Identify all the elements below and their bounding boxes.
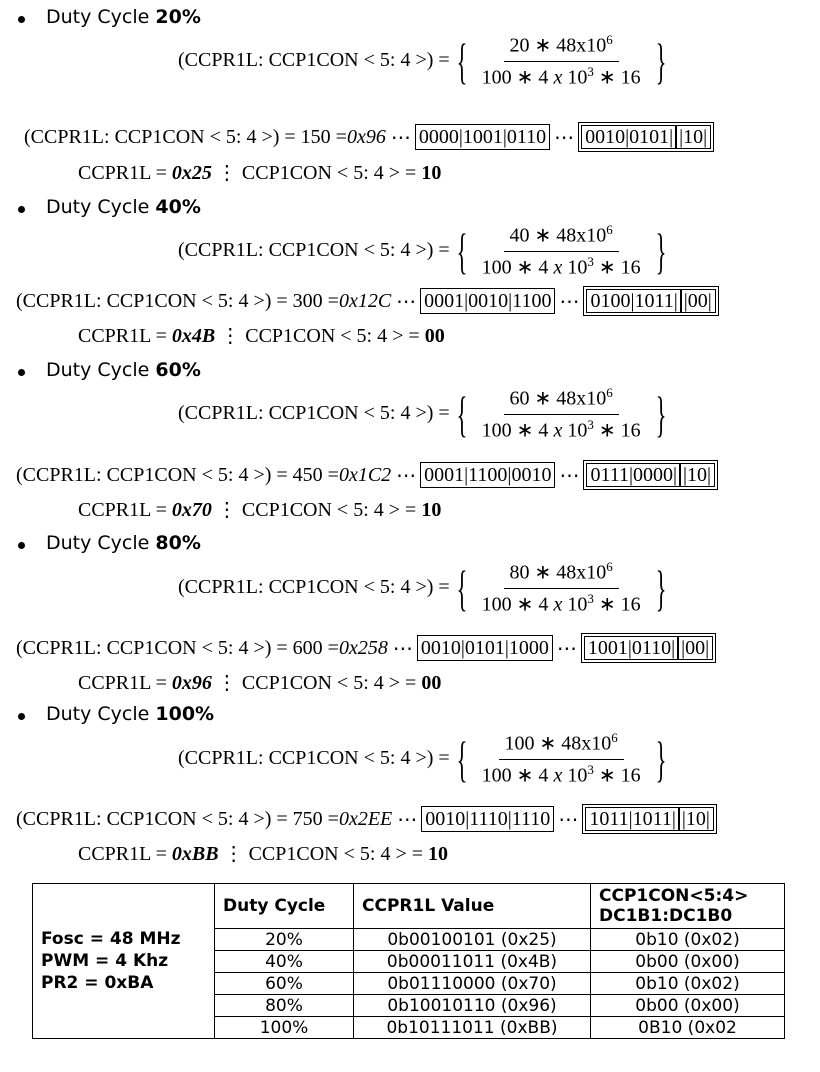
duty-formula: (CCPR1L: CCP1CON < 5: 4 >) = { $\frac{100 ∗ 48x10^6}{100 ∗ 4 x 10^3 ∗ 16}$ }	[178, 730, 666, 787]
bits-split-box: 0100|1011| |00|	[583, 286, 718, 316]
param-pwm: PWM = 4 Khz	[41, 951, 169, 971]
table-row: 80% 0b10010110 (0x96) 0b00 (0x00)	[33, 995, 785, 1017]
duty-formula: (CCPR1L: CCP1CON < 5: 4 >) = { $\frac{20 ∗ 48x10^6}{100 ∗ 4 x 10^3 ∗ 16}$ }	[178, 32, 666, 89]
bits12-box: 0001|1100|0010	[420, 462, 555, 488]
bits12-box: 0010|1110|1110	[421, 806, 554, 832]
bullet-icon	[18, 206, 25, 213]
header-ccp1con: CCP1CON<5:4> DC1B1:DC1B0	[591, 884, 785, 929]
calc-line: (CCPR1L: CCP1CON < 5: 4 >) = 450 = 0x1C2 ⋯ 0001|1100|0010 ⋯ 0111|0000| |10|	[16, 460, 718, 490]
pwm-params-cell	[33, 884, 215, 1039]
bullet-icon	[18, 369, 25, 376]
duty-heading: Duty Cycle 100%	[46, 703, 215, 725]
header-duty-cycle: Duty Cycle	[215, 884, 354, 929]
bits12-box: 0000|1001|0110	[415, 124, 550, 150]
bits-split-box: 1001|0110| |00|	[581, 633, 716, 663]
table-row: 60% 0b01110000 (0x70) 0b10 (0x02)	[33, 973, 785, 995]
duty-heading: Duty Cycle 20%	[46, 6, 201, 28]
duty-formula: (CCPR1L: CCP1CON < 5: 4 >) = { $\frac{80 ∗ 48x10^6}{100 ∗ 4 x 10^3 ∗ 16}$ }	[178, 559, 666, 616]
bits-split-box: 1011|1011| |10|	[582, 804, 717, 834]
result-line: CCPR1L = 0x4B ⋮ CCP1CON < 5: 4 > = 00	[78, 325, 445, 347]
duty-heading: Duty Cycle 60%	[46, 359, 201, 381]
bullet-icon	[18, 542, 25, 549]
table-row: 100% 0b10111011 (0xBB) 0B10 (0x02	[33, 1017, 785, 1039]
summary-table	[32, 883, 785, 1039]
result-line: CCPR1L = 0x25 ⋮ CCP1CON < 5: 4 > = 10	[78, 162, 442, 184]
table-row: 40% 0b00011011 (0x4B) 0b00 (0x00)	[33, 951, 785, 973]
table-row: 20% 0b00100101 (0x25) 0b10 (0x02)	[33, 929, 785, 951]
duty-heading: Duty Cycle 40%	[46, 196, 201, 218]
bullet-icon	[18, 713, 25, 720]
result-line: CCPR1L = 0x96 ⋮ CCP1CON < 5: 4 > = 00	[78, 672, 442, 694]
result-line: CCPR1L = 0xBB ⋮ CCP1CON < 5: 4 > = 10	[78, 843, 449, 865]
duty-heading: Duty Cycle 80%	[46, 532, 201, 554]
calc-line: (CCPR1L: CCP1CON < 5: 4 >) = 300 = 0x12C ⋯ 0001|0010|1100 ⋯ 0100|1011| |00|	[16, 286, 719, 316]
bullet-icon	[18, 16, 25, 23]
duty-formula: (CCPR1L: CCP1CON < 5: 4 >) = { $\frac{60 ∗ 48x10^6}{100 ∗ 4 x 10^3 ∗ 16}$ }	[178, 385, 666, 442]
calc-line: (CCPR1L: CCP1CON < 5: 4 >) = 600 = 0x258 ⋯ 0010|0101|1000 ⋯ 1001|0110| |00|	[16, 633, 716, 663]
param-fosc: Fosc = 48 MHz	[41, 929, 181, 949]
calc-line: (CCPR1L: CCP1CON < 5: 4 >) = 150 = 0x96 ⋯ 0000|1001|0110 ⋯ 0010|0101| |10|	[24, 122, 714, 152]
bits12-box: 0010|0101|1000	[417, 635, 553, 661]
duty-formula: (CCPR1L: CCP1CON < 5: 4 >) = { $\frac{40 ∗ 48x10^6}{100 ∗ 4 x 10^3 ∗ 16}$ }	[178, 222, 666, 279]
bits-split-box: 0111|0000| |10|	[583, 460, 718, 490]
result-line: CCPR1L = 0x70 ⋮ CCP1CON < 5: 4 > = 10	[78, 499, 442, 521]
calc-line: (CCPR1L: CCP1CON < 5: 4 >) = 750 = 0x2EE ⋯ 0010|1110|1110 ⋯ 1011|1011| |10|	[16, 804, 717, 834]
bits12-box: 0001|0010|1100	[420, 288, 555, 314]
bits-split-box: 0010|0101| |10|	[578, 122, 714, 152]
header-ccpr1l-value: CCPR1L Value	[354, 884, 591, 929]
param-pr2: PR2 = 0xBA	[41, 973, 154, 993]
